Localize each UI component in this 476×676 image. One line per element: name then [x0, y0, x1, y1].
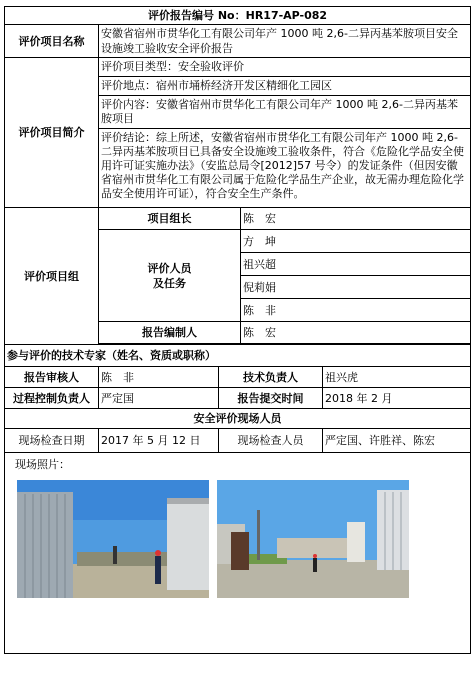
site-photo-1: [17, 480, 209, 598]
site-photo-1-image: [17, 480, 209, 598]
site-photo-2-image: [217, 480, 409, 598]
onsite-title: 安全评价现场人员: [5, 409, 471, 429]
experts-row: 参与评价的技术专家（姓名、资质或职称）: [5, 345, 471, 367]
member-1: 方 坤: [241, 230, 471, 253]
team-label: 评价项目组: [5, 208, 99, 345]
photos-cell: [5, 453, 471, 654]
project-name-value: 安徽省宿州市贯华化工有限公司年产 1000 吨 2,6-二异丙基苯胺项目安全设施竣工验收安全评价报告: [99, 25, 471, 58]
member-4: 陈 非: [241, 299, 471, 322]
check-people-label: 现场检查人员: [219, 429, 323, 453]
evaluation-form: [4, 6, 470, 670]
writer-value: 陈 宏: [241, 322, 471, 344]
auditor-label: 报告审核人: [5, 367, 99, 388]
project-intro-cell: [99, 58, 471, 208]
project-type: 评价项目类型：安全验收评价: [99, 58, 470, 77]
submit-value: 2018 年 2 月: [323, 388, 471, 409]
tech-label: 技术负责人: [219, 367, 323, 388]
process-label: 过程控制负责人: [5, 388, 99, 409]
evaluation-table: [4, 6, 471, 654]
submit-label: 报告提交时间: [219, 388, 323, 409]
project-intro-label: 评价项目简介: [5, 58, 99, 208]
leader-value: 陈 宏: [241, 208, 471, 230]
project-location: 评价地点：宿州市埇桥经济开发区精细化工园区: [99, 77, 470, 96]
site-photo-2: [217, 480, 409, 598]
member-2: 祖兴超: [241, 253, 471, 276]
process-value: 严定国: [99, 388, 219, 409]
photos-area: [5, 453, 470, 653]
member-3: 倪莉娟: [241, 276, 471, 299]
leader-label: 项目组长: [99, 208, 241, 230]
project-content: 评价内容：安徽省宿州市贯华化工有限公司年产 1000 吨 2,6-二异丙基苯胺项目: [99, 96, 470, 129]
check-date-label: 现场检查日期: [5, 429, 99, 453]
tech-value: 祖兴虎: [323, 367, 471, 388]
photos-label: 现场照片：: [15, 458, 70, 471]
auditor-value: 陈 非: [99, 367, 219, 388]
project-name-label: 评价项目名称: [5, 25, 99, 58]
members-label: 评价人员 及任务: [99, 230, 241, 322]
check-people-value: 严定国、许胜祥、陈宏: [323, 429, 471, 453]
writer-label: 报告编制人: [99, 322, 241, 344]
check-date-value: 2017 年 5 月 12 日: [99, 429, 219, 453]
project-conclusion: 评价结论：综上所述，安徽省宿州市贯华化工有限公司年产 1000 吨 2,6-二异丙基苯胺项目已具备安全设施竣工验收条件，符合《危险化学品安全使用许可证实施办法》（安监总局令[2012]57 号令）的发证条件（但因安徽省宿州市贯华化工有限公司属于危险化学品生产企业，故无需办理危险化学品安全使用许可证），符合安全生产条件。: [101, 131, 464, 200]
report-number: 评价报告编号 No：HR17-AP-082: [5, 7, 471, 25]
